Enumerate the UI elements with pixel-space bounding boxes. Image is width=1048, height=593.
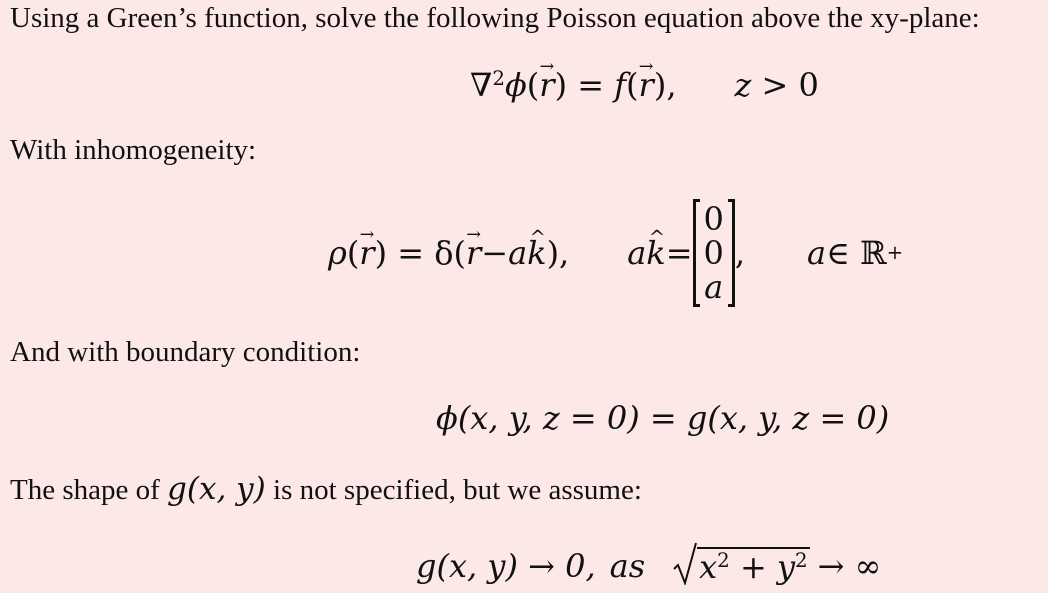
intro-text: Using a Green’s function, solve the following Poisson equation above the xy-plane: [10, 2, 980, 34]
boundary-label: And with boundary condition: [10, 336, 361, 368]
inhomogeneity-label: With inhomogeneity: [10, 134, 257, 166]
matrix-entry: 0 [703, 234, 724, 272]
shape-assumption-text: The shape of g(x, y) is not specified, but we assume: [10, 471, 642, 507]
poisson-equation: ∇$^2$ϕ(r →) = f(r →), z > 0 [470, 66, 819, 104]
square-root: $x^2 + y^2$ [673, 541, 810, 585]
radical-sign [673, 541, 697, 585]
boundary-condition-equation: ϕ(x, y, z = 0) = g(x, y, z = 0) [436, 399, 890, 437]
matrix-entry: 0 [703, 200, 724, 238]
matrix-entry: a [704, 268, 724, 306]
position-vector-matrix [693, 199, 735, 307]
inhomogeneity-equation: ρ ( r → ) = δ ( r → − a k ^ ), a k ^ = 0 0 a , a ∈ ℝ + [328, 199, 903, 307]
limit-equation: g(x, y) → 0, as $x^2 + y^2$ → ∞ [416, 541, 881, 585]
